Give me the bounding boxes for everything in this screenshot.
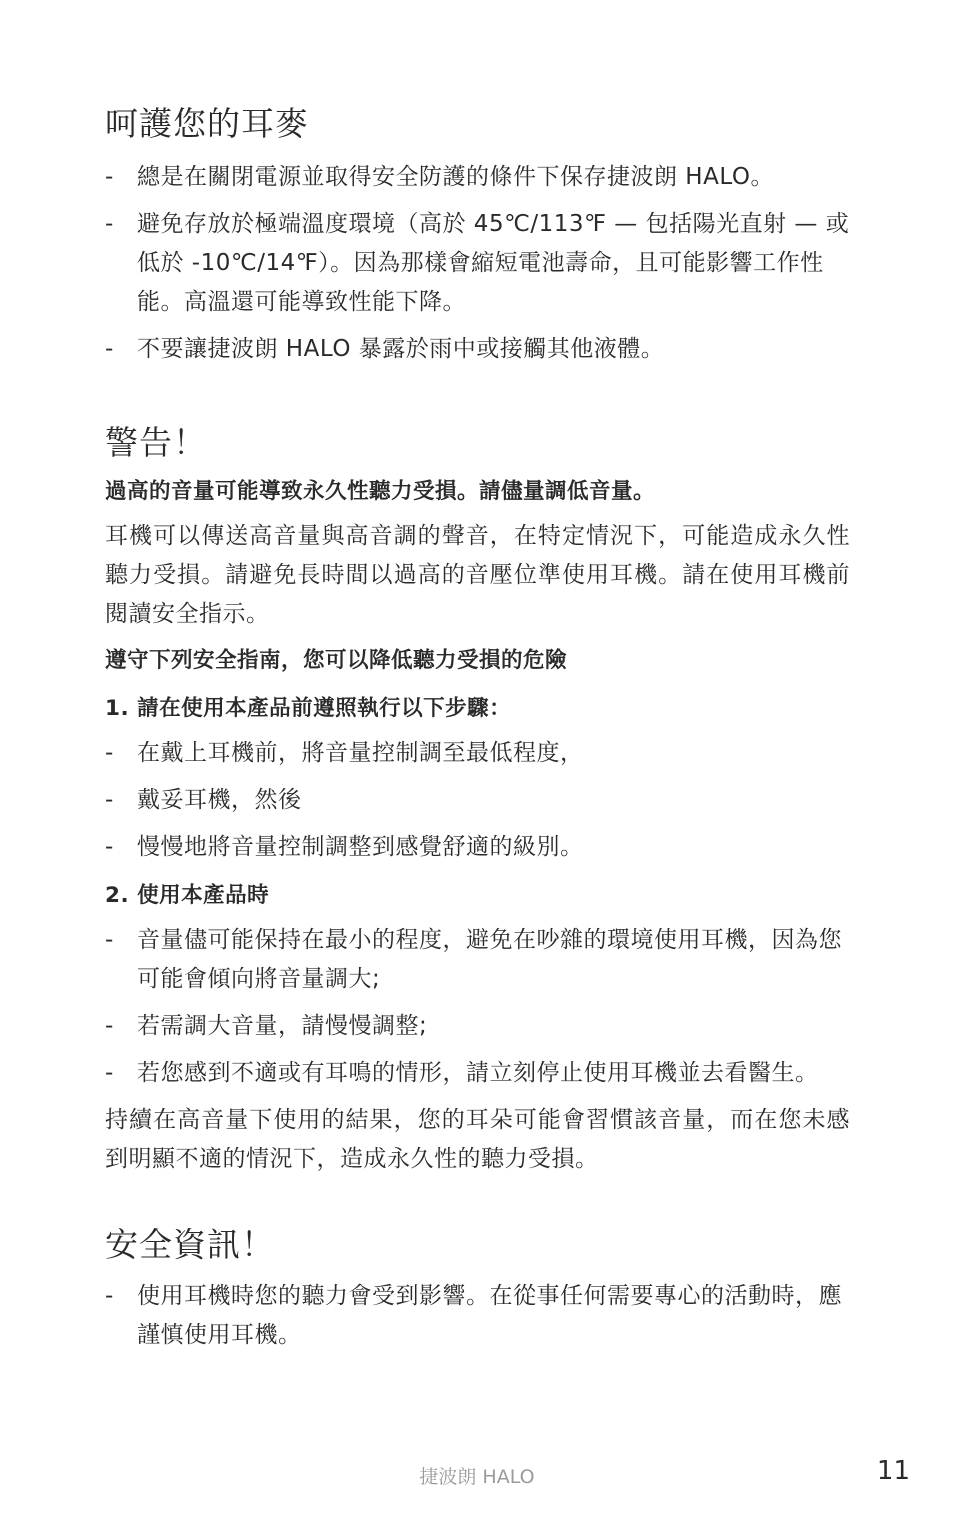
page-number: 11: [876, 1456, 910, 1486]
step2-list: [105, 921, 850, 1093]
care-list: [105, 158, 850, 369]
list-item: - 若需調大音量，請慢慢調整;: [105, 1007, 850, 1046]
footer-product-name: 捷波朗 HALO: [419, 1466, 535, 1488]
list-item: - 在戴上耳機前，將音量控制調至最低程度，: [105, 734, 850, 773]
list-item: - 總是在關閉電源並取得安全防護的條件下保存捷波朗 HALO。: [105, 158, 850, 197]
step1-heading: 1. 請在使用本產品前遵照執行以下步驟：: [105, 696, 512, 721]
section-title-warning: 警告！: [105, 423, 207, 462]
page-content: [105, 100, 850, 1355]
step1-list: [105, 734, 850, 867]
closing-paragraph: 持續在高音量下使用的結果，您的耳朵可能會習慣該音量，而在您未感到明顯不適的情況下，造成永久性的聽力受損。: [105, 1107, 850, 1172]
list-item: - 避免存放於極端溫度環境（高於 45℃/113℉ — 包括陽光直射 — 或低於 -10℃/14℉）。因為那樣會縮短電池壽命，且可能影響工作性能。高溫還可能導致性能下降。: [105, 205, 850, 322]
warning-bold: 過高的音量可能導致永久性聽力受損。請儘量調低音量。: [105, 479, 656, 504]
safety-list: [105, 1277, 850, 1355]
guide-heading: 遵守下列安全指南，您可以降低聽力受損的危險: [105, 648, 568, 673]
list-item: - 若您感到不適或有耳鳴的情形，請立刻停止使用耳機並去看醫生。: [105, 1054, 850, 1093]
list-item: - 音量儘可能保持在最小的程度，避免在吵雜的環境使用耳機，因為您可能會傾向將音量調大;: [105, 921, 850, 999]
list-item: - 慢慢地將音量控制調整到感覺舒適的級別。: [105, 828, 850, 867]
step2-heading: 2. 使用本產品時: [105, 883, 270, 908]
list-item: - 不要讓捷波朗 HALO 暴露於雨中或接觸其他液體。: [105, 330, 850, 369]
list-item: - 戴妥耳機，然後: [105, 781, 850, 820]
section-title-care: 呵護您的耳麥: [105, 104, 309, 143]
list-item: - 使用耳機時您的聽力會受到影響。在從事任何需要專心的活動時，應謹慎使用耳機。: [105, 1277, 850, 1355]
warning-paragraph: 耳機可以傳送高音量與高音調的聲音，在特定情況下，可能造成永久性聽力受損。請避免長時間以過高的音壓位準使用耳機。請在使用耳機前閱讀安全指示。: [105, 523, 850, 627]
section-title-safety: 安全資訊！: [105, 1225, 275, 1264]
